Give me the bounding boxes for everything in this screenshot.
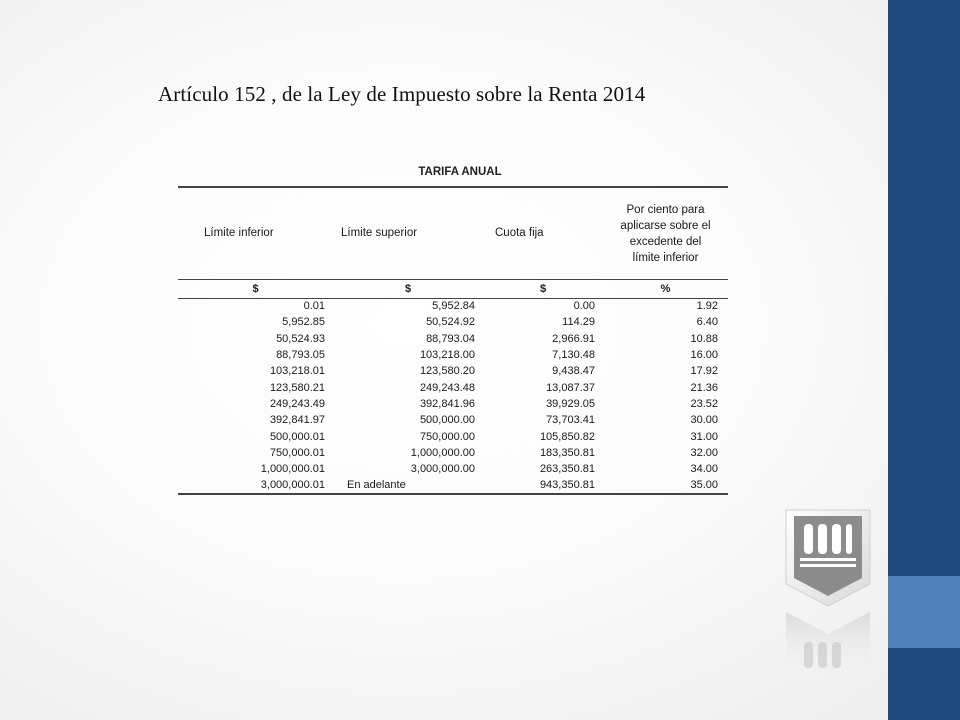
table-cell: 16.00 xyxy=(690,349,718,362)
sidebar-accent-middle xyxy=(888,576,960,648)
header-pct-line: excedente del xyxy=(629,236,702,249)
table-cell: 500,000.00 xyxy=(419,414,475,427)
table-cell: 17.92 xyxy=(690,365,718,378)
unit-dollar: $ xyxy=(178,279,333,298)
table-row xyxy=(178,445,728,461)
table-cell: 943,350.81 xyxy=(483,477,603,493)
table-cell: 3,000,000.00 xyxy=(410,463,475,476)
table-cell: 5,952.84 xyxy=(432,300,475,313)
table-cell: 500,000.01 xyxy=(269,430,325,443)
unit-percent: % xyxy=(603,279,728,298)
unit-dollar: $ xyxy=(483,279,603,298)
table-body xyxy=(178,298,728,494)
header-limite-inferior: Límite inferior xyxy=(178,187,333,279)
table-cell: 7,130.48 xyxy=(552,349,595,362)
header-cuota-fija: Cuota fija xyxy=(483,187,603,279)
table-cell: 114.29 xyxy=(562,316,595,329)
tax-table-container xyxy=(178,160,728,495)
unit-dollar: $ xyxy=(333,279,483,298)
table-row xyxy=(178,298,728,314)
slide-title: Artículo 152 , de la Ley de Impuesto sobre la Renta 2014 xyxy=(158,82,646,106)
header-pct-line: límite inferior xyxy=(632,252,699,265)
header-limite-superior: Límite superior xyxy=(333,187,483,279)
table-row xyxy=(178,412,728,428)
header-por-ciento xyxy=(603,187,728,279)
table-cell: 1,000,000.01 xyxy=(260,463,325,476)
table-cell: 50,524.93 xyxy=(276,332,325,345)
table-cell: 123,580.21 xyxy=(269,381,325,394)
table-caption: TARIFA ANUAL xyxy=(418,166,502,178)
table-cell: 3,000,000.01 xyxy=(178,477,333,493)
table-cell: 73,703.41 xyxy=(546,414,595,427)
table-row xyxy=(178,347,728,363)
table-cell: 183,350.81 xyxy=(539,446,595,459)
table-cell: 249,243.48 xyxy=(419,381,475,394)
table-cell: 6.40 xyxy=(696,316,718,329)
table-row xyxy=(178,314,728,330)
table-row xyxy=(178,331,728,347)
table-cell: 21.36 xyxy=(690,381,718,394)
table-cell: 50,524.92 xyxy=(426,316,475,329)
header-pct-line: aplicarse sobre el xyxy=(620,220,711,233)
table-cell: 31.00 xyxy=(690,430,718,443)
table-cell: 103,218.00 xyxy=(419,349,475,362)
table-cell: 1,000,000.00 xyxy=(410,446,475,459)
table-cell: 9,438.47 xyxy=(552,365,595,378)
table-cell: 88,793.04 xyxy=(426,332,475,345)
table-row xyxy=(178,379,728,395)
tax-rate-table xyxy=(178,186,728,495)
table-cell: 105,850.82 xyxy=(539,430,595,443)
table-cell: 13,087.37 xyxy=(546,381,595,394)
table-cell: 1.92 xyxy=(696,300,718,313)
table-cell: 32.00 xyxy=(690,446,718,459)
table-cell: 34.00 xyxy=(690,463,718,476)
table-cell: 2,966.91 xyxy=(552,332,595,345)
table-cell: 249,243.49 xyxy=(269,397,325,410)
table-row xyxy=(178,428,728,444)
table-cell: 39,929.05 xyxy=(546,397,595,410)
table-cell: En adelante xyxy=(333,477,483,493)
table-cell: 23.52 xyxy=(690,397,718,410)
table-cell: 35.00 xyxy=(603,477,728,493)
table-cell: 0.01 xyxy=(303,300,325,313)
table-cell: 0.00 xyxy=(573,300,595,313)
table-cell: 263,350.81 xyxy=(539,463,595,476)
table-cell: 10.88 xyxy=(690,332,718,345)
table-cell: 750,000.00 xyxy=(419,430,475,443)
table-cell: 103,218.01 xyxy=(269,365,325,378)
table-row xyxy=(178,477,728,493)
sidebar-accent-bottom xyxy=(888,648,960,720)
table-cell: 392,841.97 xyxy=(269,414,325,427)
table-row xyxy=(178,363,728,379)
table-cell: 5,952.85 xyxy=(282,316,325,329)
header-pct-line: Por ciento para xyxy=(626,204,705,217)
table-row xyxy=(178,461,728,477)
table-cell: 392,841.96 xyxy=(419,397,475,410)
table-row xyxy=(178,396,728,412)
university-shield-logo xyxy=(780,508,876,690)
table-cell: 750,000.01 xyxy=(269,446,325,459)
table-cell: 88,793.05 xyxy=(276,349,325,362)
table-cell: 123,580.20 xyxy=(419,365,475,378)
table-cell: 30.00 xyxy=(690,414,718,427)
sidebar-accent-top xyxy=(888,0,960,576)
